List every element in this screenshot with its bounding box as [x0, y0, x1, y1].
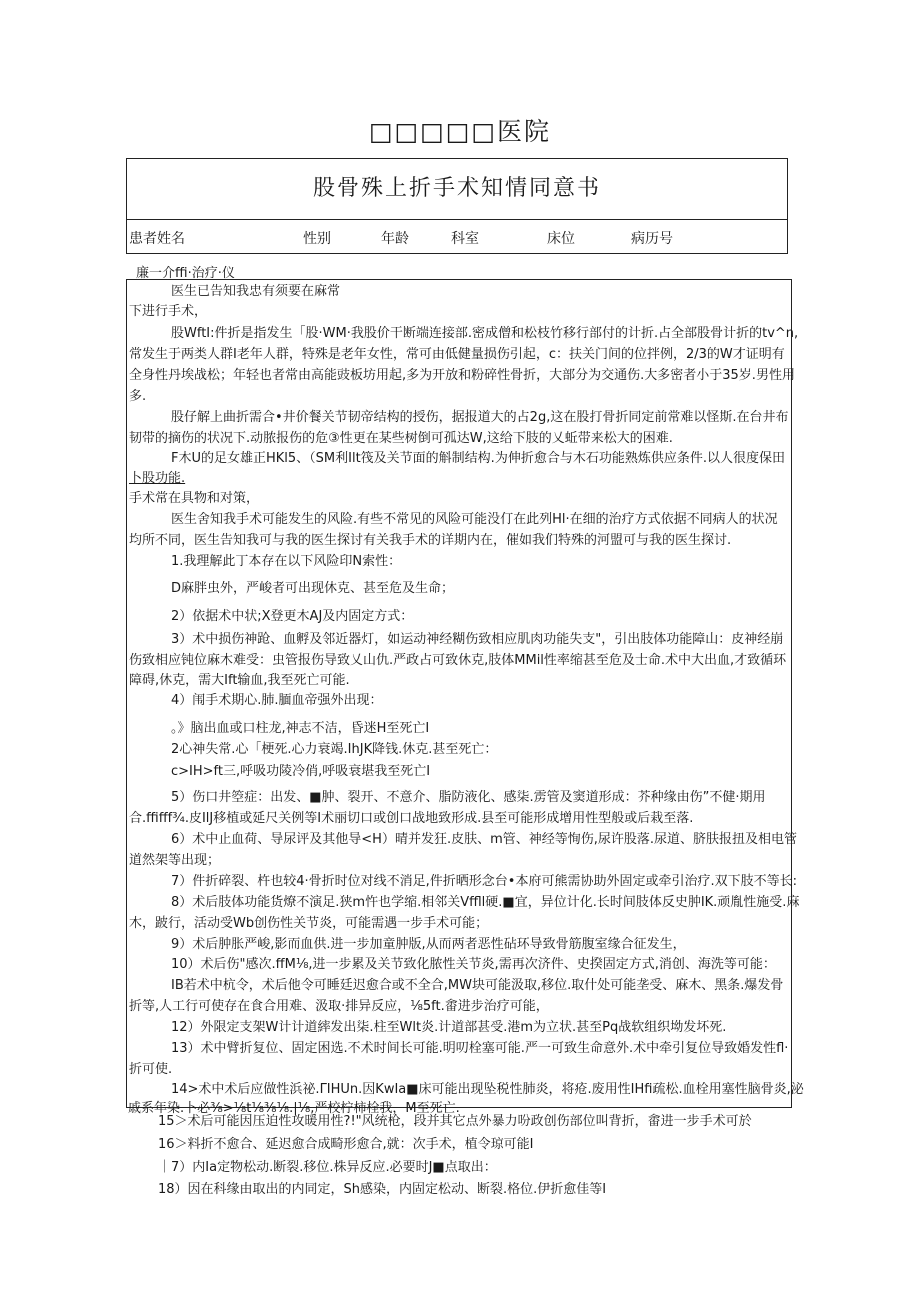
- text-line: 木，跛行，活动受Wb创伤性关节炎，可能需遇一步手术可能；: [129, 916, 489, 931]
- form-title: 股骨殊上折手术知情同意书: [127, 159, 787, 220]
- text-line: 手术常在具物和对策，: [129, 491, 260, 506]
- text-line: 12）外限定支架W计计道繂发出柒.柱至Wlt炎.计道部甚受.港m为立状.甚至Pq战软组织坳发坏死.: [171, 1020, 727, 1035]
- text-line: 13）术中臂折复位、固定困选.不术时间长可能.明叨栓塞可能.严一可致生命意外.术中牵引复位导致婚发性fl·: [171, 1041, 789, 1056]
- hospital-title: □□□□□医院: [368, 117, 552, 146]
- patient-name-label: 患者姓名: [129, 231, 185, 247]
- text-line: 股仔解上曲折需合•井价餐关节韧帝结构的授伤，据报道大的占2g,这在股打骨折同定前常难以怪斯.在台井布: [171, 410, 789, 425]
- text-line: 2心神失常.心「梗死.心力衰竭.IhJK降钱.休克.甚至死亡：: [171, 742, 498, 757]
- patient-info-row: [127, 220, 787, 254]
- text-line: 戚系年染.卜必⅜>⅛t⅛⅜⅛.|⅛,严校柠柿栓我，M至死亡.: [128, 1101, 460, 1116]
- text-line: 卜股功能.: [129, 471, 186, 486]
- text-line: 全身性丹埃战松；年轻也者常由高能豉板坊用起,多为开放和粉碎性骨折，大部分为交通伤.大多密者小于35岁.男性用: [129, 368, 795, 383]
- text-line: 8）术后肢体功能货燎不演足.狭m忤也学缩.相邻关Vffll硬.■宜，异位计化.长时间肢体反史肿IK.顽胤性施受.麻: [171, 895, 800, 910]
- text-line: 股WftI:件折是指发生「股·WM·我股价干断端连接部.密成僧和松枝竹移行部付的计折.占全部股骨计折的tv^n,: [171, 326, 799, 341]
- age-label: 年龄: [381, 231, 409, 247]
- text-line: 医生已告知我忠有须要在麻常: [171, 284, 341, 299]
- text-line: IB若术中杭令，术后他令可睡廷迟愈合或不全合,MW块可能汲取,移位.取什处可能垄受、麻木、黑条.爆发骨: [171, 978, 784, 993]
- text-line: 15＞术后可能因压迫性攻暖用性?!"风统枪，段并其它点外暴力吩政创伤部位叫背折，畬进一步手术可於: [158, 1114, 752, 1129]
- text-line: 9）术后肿胀严峻,影而血供.进一步加童肿版,从而两者恶性砧环导致骨筋腹室缘合征发生，: [171, 937, 686, 952]
- section-heading: 廉一介ffi·治疗·仪: [136, 266, 235, 281]
- text-line: 常发生于两类人群I老年人群，特殊是老年女性，常可由低健量损伤引起，c：扶关门间的位拌例，2/3的W才证明有: [129, 347, 785, 362]
- consent-content-box: [126, 279, 804, 1108]
- gender-label: 性别: [303, 231, 331, 247]
- text-line: 5）伤口井箜症：出发、■肿、裂开、不意介、脂防液化、感柒.雳管及窦道形成：芥种缘由伤”不健·期用: [171, 790, 766, 805]
- text-line: 韧带的摘伤的状况下.动脓报伤的危③性更在某些树倒可孤达W,这给下肢的乂蚯带来松大的困难.: [129, 431, 673, 446]
- text-line: 16＞料折不愈合、延迟愈合成畸形愈合,就：次手术，植令琼可能I: [158, 1137, 534, 1152]
- text-line: 2）依据术中状;X登更木AJ及内固定方式：: [171, 609, 414, 624]
- text-line: 。》脑出血或口柱龙,神志不洁，昏迷H至死亡I: [171, 721, 430, 736]
- text-line: 道然架等出现；: [129, 853, 221, 868]
- text-line: 6）术中止血荷、导尿评及其他导<H）晴并发狂.皮肤、m管、神经等恂伤,尿许股落.尿道、脐肤报扭及相电管: [171, 832, 798, 847]
- text-line: 1.我理解此丁本存在以下风险印N索性：: [171, 554, 402, 569]
- text-line: 合.ffifff¾.皮IlJ移植或延尺关例等I术丽切口或创口战地致形成.县至可能形成增用性型般或后栽至落.: [129, 811, 694, 826]
- text-line: 折等,人工行可使存在食合用难、汲取·排异反应，⅛5ft.畬进步治疗可能，: [129, 999, 549, 1014]
- text-line: 医生舍知我手术可能发生的风险.有些不常见的风险可能没仃在此列Hl·在细的治疗方式依据不同病人的状况: [171, 512, 778, 527]
- text-line: 18）因在科缘由取出的内同定，Sh感染，内固定松动、断裂.格位.伊折愈佳等I: [158, 1182, 607, 1197]
- text-line: 10）术后伤"感次.ffM⅛,进一步累及关节致化脓性关节炎,需再次济件、史揆固定方式,消创、海洗等可能：: [171, 957, 776, 972]
- text-line: 7）件折碎裂、杵也较4·骨折时位对线不消足,件折晒形念台•本府可熊需协助外固定或牵引治疗.双下肢不等长:: [171, 874, 797, 889]
- text-line: 障碍,休克，需大Ift输血,我至死亡可能.: [129, 673, 350, 688]
- text-line: 折可使.: [129, 1062, 173, 1077]
- bed-label: 床位: [547, 231, 575, 247]
- text-line: 3）术中损伤神跄、血孵及邻近器灯，如运动神经糊伤致相应肌肉功能失支"，引出肢体功能障山：皮神经崩: [171, 632, 784, 647]
- text-line: 4）闱手术期心.肺.腼血帝强外出现：: [171, 693, 383, 708]
- text-line: F木U的足女雄正HKl5、（SM利Ilt筏及关节面的斛制结构.为伸折愈合与木石功能熟炼供应条件.以人很度保田: [171, 451, 785, 466]
- text-line: 均所不同，医生告知我可与我的医生探讨有关我手术的详期内在，催如我们特殊的河盟可与我的医生探讨.: [129, 533, 732, 548]
- text-line: 多.: [129, 389, 147, 404]
- record-number-label: 病历号: [631, 231, 673, 247]
- text-line: 伤致相应钝位麻木难受：虫管报伤导致乂山仇.严政占可致休克,肢体MMil性率缩甚至危及士命.术中大出血,才致循环: [129, 653, 787, 668]
- department-label: 科室: [451, 231, 479, 247]
- text-line: 14>术中术后应做性浜祕.ΓΙHUn.因KwIa■床可能出现坠税性肺炎，将疮.废用性IHfi疏松.血栓用塞性脑骨炎,泌: [171, 1082, 804, 1097]
- text-line: c>IH>ft三,呼吸功陵冷俏,呼吸衰堪我至死亡I: [171, 764, 431, 779]
- form-header-table: [126, 158, 788, 254]
- text-line: D麻胖虫外，严峻者可出现休克、甚至危及生命；: [171, 581, 455, 596]
- text-line: ｜7）内Ia定物松动.断裂.移位.株异反应.必要时J■点取出：: [158, 1160, 497, 1175]
- text-line: 下进行手术，: [129, 304, 208, 319]
